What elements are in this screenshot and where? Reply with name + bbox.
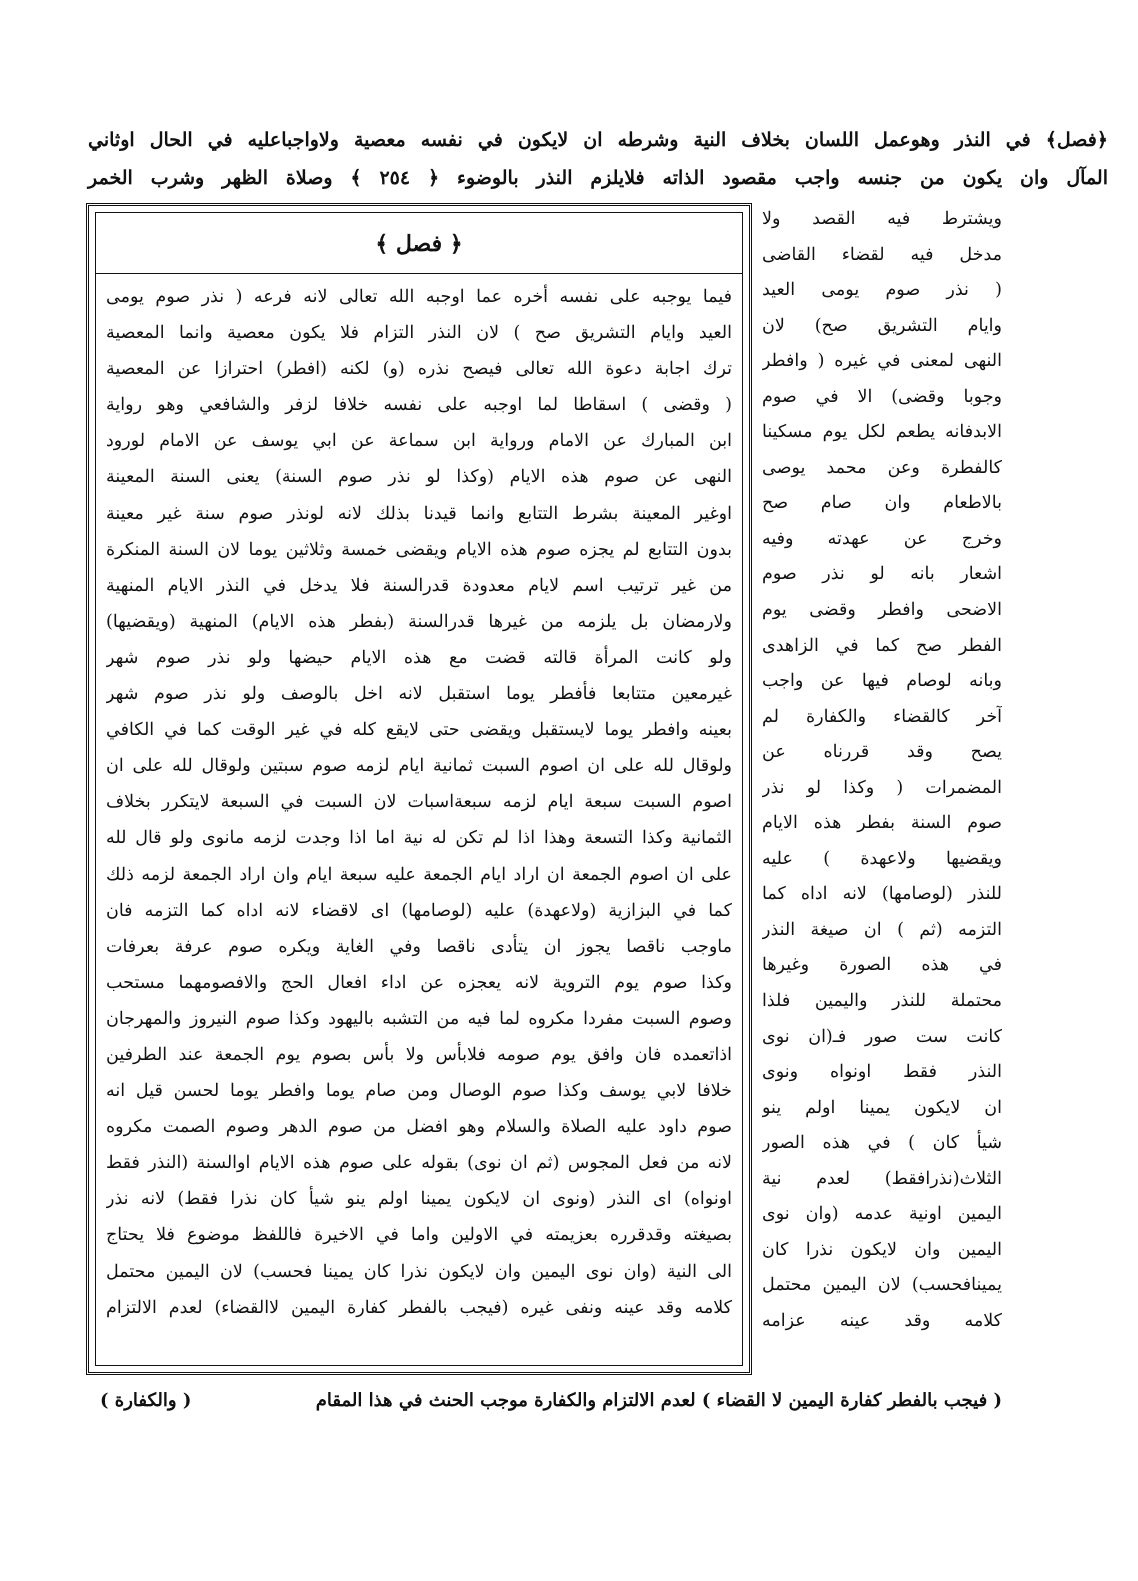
section-title: ﴿ فصل ﴾ xyxy=(375,231,463,257)
main-text-line: بصيغته وقدقرره بعزيمته في الاولين واما في الاخيرة فاللفظ موضوع فلا يحتاج xyxy=(106,1225,732,1246)
title-divider xyxy=(96,273,742,274)
main-text-line: العيد وايام التشريق صح ) لان النذر التزام فلا يكون معصية وانما المعصية xyxy=(106,323,732,344)
margin-commentary-line: الاضحى وافطر وقضى يوم xyxy=(762,600,1002,621)
main-text-line: اونواه) اى النذر (ونوى ان لايكون يمينا اولم ينو شيأ كان نذرا فقط) لانه نذر xyxy=(106,1189,732,1210)
margin-commentary-line: وخرج عن عهدته وفيه xyxy=(762,528,1002,549)
margin-commentary-line: يصح وقد قررناه عن xyxy=(762,742,1002,763)
main-text-line: ولوقال لله على ان اصوم السبت ثمانية ايام لزمه صوم سبتين ولوقال لله على ان xyxy=(106,756,732,777)
margin-commentary-line: النذر فقط اونواه ونوى xyxy=(762,1062,1002,1083)
main-text-line: اذاتعمده فان وافق يوم صومه فلابأس ولا بأس بصوم يوم الجمعة عند الطرفين xyxy=(106,1044,732,1065)
main-text-line: غيرمعين متتابعا فأفطر يوما استقبل لانه اخل بالوصف ولو نذر صوم شهر xyxy=(106,684,732,705)
margin-commentary-line: ويشترط فيه القصد ولا xyxy=(762,209,1002,229)
main-text-line: الى النية (وان نوى اليمين وان لايكون نذرا كان يمينا فحسب) لان اليمين محتمل xyxy=(106,1261,732,1282)
main-text-line: الثمانية وكذا التسعة وهذا اذا لم تكن له نية اما اذا وجدت لزمه مانوى ولو قال لله xyxy=(106,828,732,849)
main-text-line: خلافا لابي يوسف وكذا صوم الوصال ومن صام يوما وافطر يوما لحسن قيل انه xyxy=(106,1081,732,1102)
margin-commentary-line: بالاطعام وان صام صح xyxy=(762,493,1002,514)
margin-commentary-line: ان لايكون يمينا اولم ينو xyxy=(762,1097,1002,1118)
main-text-line: ماوجب ناقصا يجوز ان يتأدى ناقصا وفي الغاية ويكره صوم عرفة بعرفات xyxy=(106,936,732,957)
main-text-line: ولارمضان بل يلزمه من غيرها قدرالسنة (بفطر هذه الايام) المنهية (ويقضيها) xyxy=(106,611,732,632)
margin-commentary-line: شيأ كان ) في هذه الصور xyxy=(762,1133,1002,1154)
margin-commentary-line: ( نذر صوم يومى العيد xyxy=(762,280,1002,301)
margin-commentary-line: اشعار بانه لو نذر صوم xyxy=(762,564,1002,585)
footer-catchword: ( والكفارة ) xyxy=(100,1390,192,1411)
main-text-line: ابن المبارك عن الامام ورواية ابن سماعة عن ابي يوسف عن الامام لورود xyxy=(106,431,732,452)
main-text-line: كما في البزازية (ولاعهدة) عليه (لوصامها) اى لاقضاء لانه اداه كما التزمه فان xyxy=(106,900,732,921)
margin-commentary-line: كانت ست صور فـ(ان نوى xyxy=(762,1026,1002,1047)
margin-commentary-line: التزمه (ثم ) ان صيغة النذر xyxy=(762,919,1002,940)
main-text-line: من غير ترتيب اسم لايام معدودة قدرالسنة فلا يدخل في النذر الايام المنهية xyxy=(106,575,732,596)
main-text-line: ( وقضى ) اسقاطا لما اوجبه على نفسه خلافا لزفر والشافعي وهو رواية xyxy=(106,395,732,416)
margin-commentary-line: النهى لمعنى في غيره ( وافطر xyxy=(762,351,1002,372)
margin-commentary-line: اليمين اونية عدمه (وان نوى xyxy=(762,1204,1002,1225)
footer-commentary: ( فيجب بالفطر كفارة اليمين لا القضاء ) لعدم الالتزام والكفارة موجب الحنث في هذا المقام xyxy=(315,1390,1002,1411)
main-text-line: اوغير المعينة بشرط التتابع وانما قيدنا بذلك لانه لونذر صوم سنة غير معينة xyxy=(106,503,732,524)
main-text-line: ولو كانت المرأة قالته قضت مع هذه الايام حيضها ولو نذر صوم شهر xyxy=(106,647,732,668)
margin-commentary-line: محتملة للنذر واليمين فلذا xyxy=(762,991,1002,1012)
margin-commentary-line: وبانه لوصام فيها عن واجب xyxy=(762,671,1002,692)
margin-commentary-line: كلامه وقد عينه عزامه xyxy=(762,1310,1002,1331)
main-text-box xyxy=(86,203,752,1375)
margin-commentary-line: الابدفانه يطعم لكل يوم مسكينا xyxy=(762,422,1002,443)
main-text-line: على ان اصوم الجمعة ان اراد ايام الجمعة عليه سبعة ايام وان اراد الجمعة لزمه ذلك xyxy=(106,864,732,885)
margin-commentary-line: آخر كالقضاء والكفارة لم xyxy=(762,706,1002,727)
main-text-line: وكذا صوم يوم التروية لانه يعجزه عن اداء افعال الحج والافصومهما مستحب xyxy=(106,972,732,993)
main-text-line: بدون التتابع لم يجزه صوم هذه الايام ويقضى خمسة وثلاثين يوما لان السنة المنكرة xyxy=(106,539,732,560)
main-text-line: ترك اجابة دعوة الله تعالى فيصح نذره (و) لكنه (افطر) احترازا عن المعصية xyxy=(106,359,732,380)
margin-commentary-line: مدخل فيه لقضاء القاضى xyxy=(762,244,1002,265)
margin-commentary-line: في هذه الصورة وغيرها xyxy=(762,955,1002,976)
main-text-line: كلامه وقد عينه ونفى غيره (فيجب بالفطر كفارة اليمين لاالقضاء) لعدم الالتزام xyxy=(106,1297,732,1318)
main-text-line: اصوم السبت سبعة ايام لزمه سبعةاسبات لان السبت في السبعة لايتكرر بخلاف xyxy=(106,792,732,813)
margin-commentary-line: ويقضيها ولاعهدة ) عليه xyxy=(762,848,1002,869)
margin-commentary-line: يمينافحسب) لان اليمين محتمل xyxy=(762,1275,1002,1296)
margin-commentary-line: الفطر صح كما في الزاهدى xyxy=(762,635,1002,656)
margin-commentary xyxy=(762,202,1002,1340)
margin-commentary-line: اليمين وان لايكون نذرا كان xyxy=(762,1239,1002,1260)
margin-commentary-line: وايام التشريق صح) لان xyxy=(762,315,1002,336)
margin-commentary-line: كالفطرة وعن محمد يوصى xyxy=(762,457,1002,478)
header-line-2: المآل وان يكون من جنسه واجب مقصود الذاته فلايلزم النذر بالوضوء ﴿ ٢٥٤ ﴾ وصلاة الظهر وشرب الخمر xyxy=(88,167,1108,189)
main-text-line: النهى عن صوم هذه الايام (وكذا لو نذر صوم السنة) يعنى السنة المعينة xyxy=(106,467,732,488)
margin-commentary-line: الثلاث(نذرافقط) لعدم نية xyxy=(762,1168,1002,1189)
main-text-line: فيما يوجبه على نفسه أخره عما اوجبه الله تعالى لانه فرعه ( نذر صوم يومى xyxy=(106,287,732,307)
main-text-line: لانه من فعل المجوس (ثم ان نوى) بقوله على صوم هذه الايام اوالسنة (النذر فقط xyxy=(106,1153,732,1174)
main-text-line: وصوم السبت مفردا مكروه لما فيه من التشبه باليهود وكذا صوم النيروز والمهرجان xyxy=(106,1008,732,1029)
margin-commentary-line: المضمرات ( وكذا لو نذر xyxy=(762,777,1002,798)
margin-commentary-line: صوم السنة بفطر هذه الايام xyxy=(762,813,1002,834)
main-text-body xyxy=(106,279,732,1326)
main-text-line: صوم داود عليه الصلاة والسلام وهو افضل من صوم الدهر وصوم الصمت مكروه xyxy=(106,1117,732,1138)
margin-commentary-line: للنذر (لوصامها) لانه اداه كما xyxy=(762,884,1002,905)
margin-commentary-line: وجوبا وقضى) الا في صوم xyxy=(762,386,1002,407)
header-line-1: ﴿فصل﴾ في النذر وهوعمل اللسان بخلاف النية وشرطه ان لايكون في نفسه معصية ولاواجباعليه في الحال اوثاني xyxy=(88,129,1108,151)
main-text-line: بعينه وافطر يوما لايستقبل ويقضى حتى لايقع كله في غير الوقت كما في الكافي xyxy=(106,720,732,741)
main-text-box-inner xyxy=(95,212,743,1366)
